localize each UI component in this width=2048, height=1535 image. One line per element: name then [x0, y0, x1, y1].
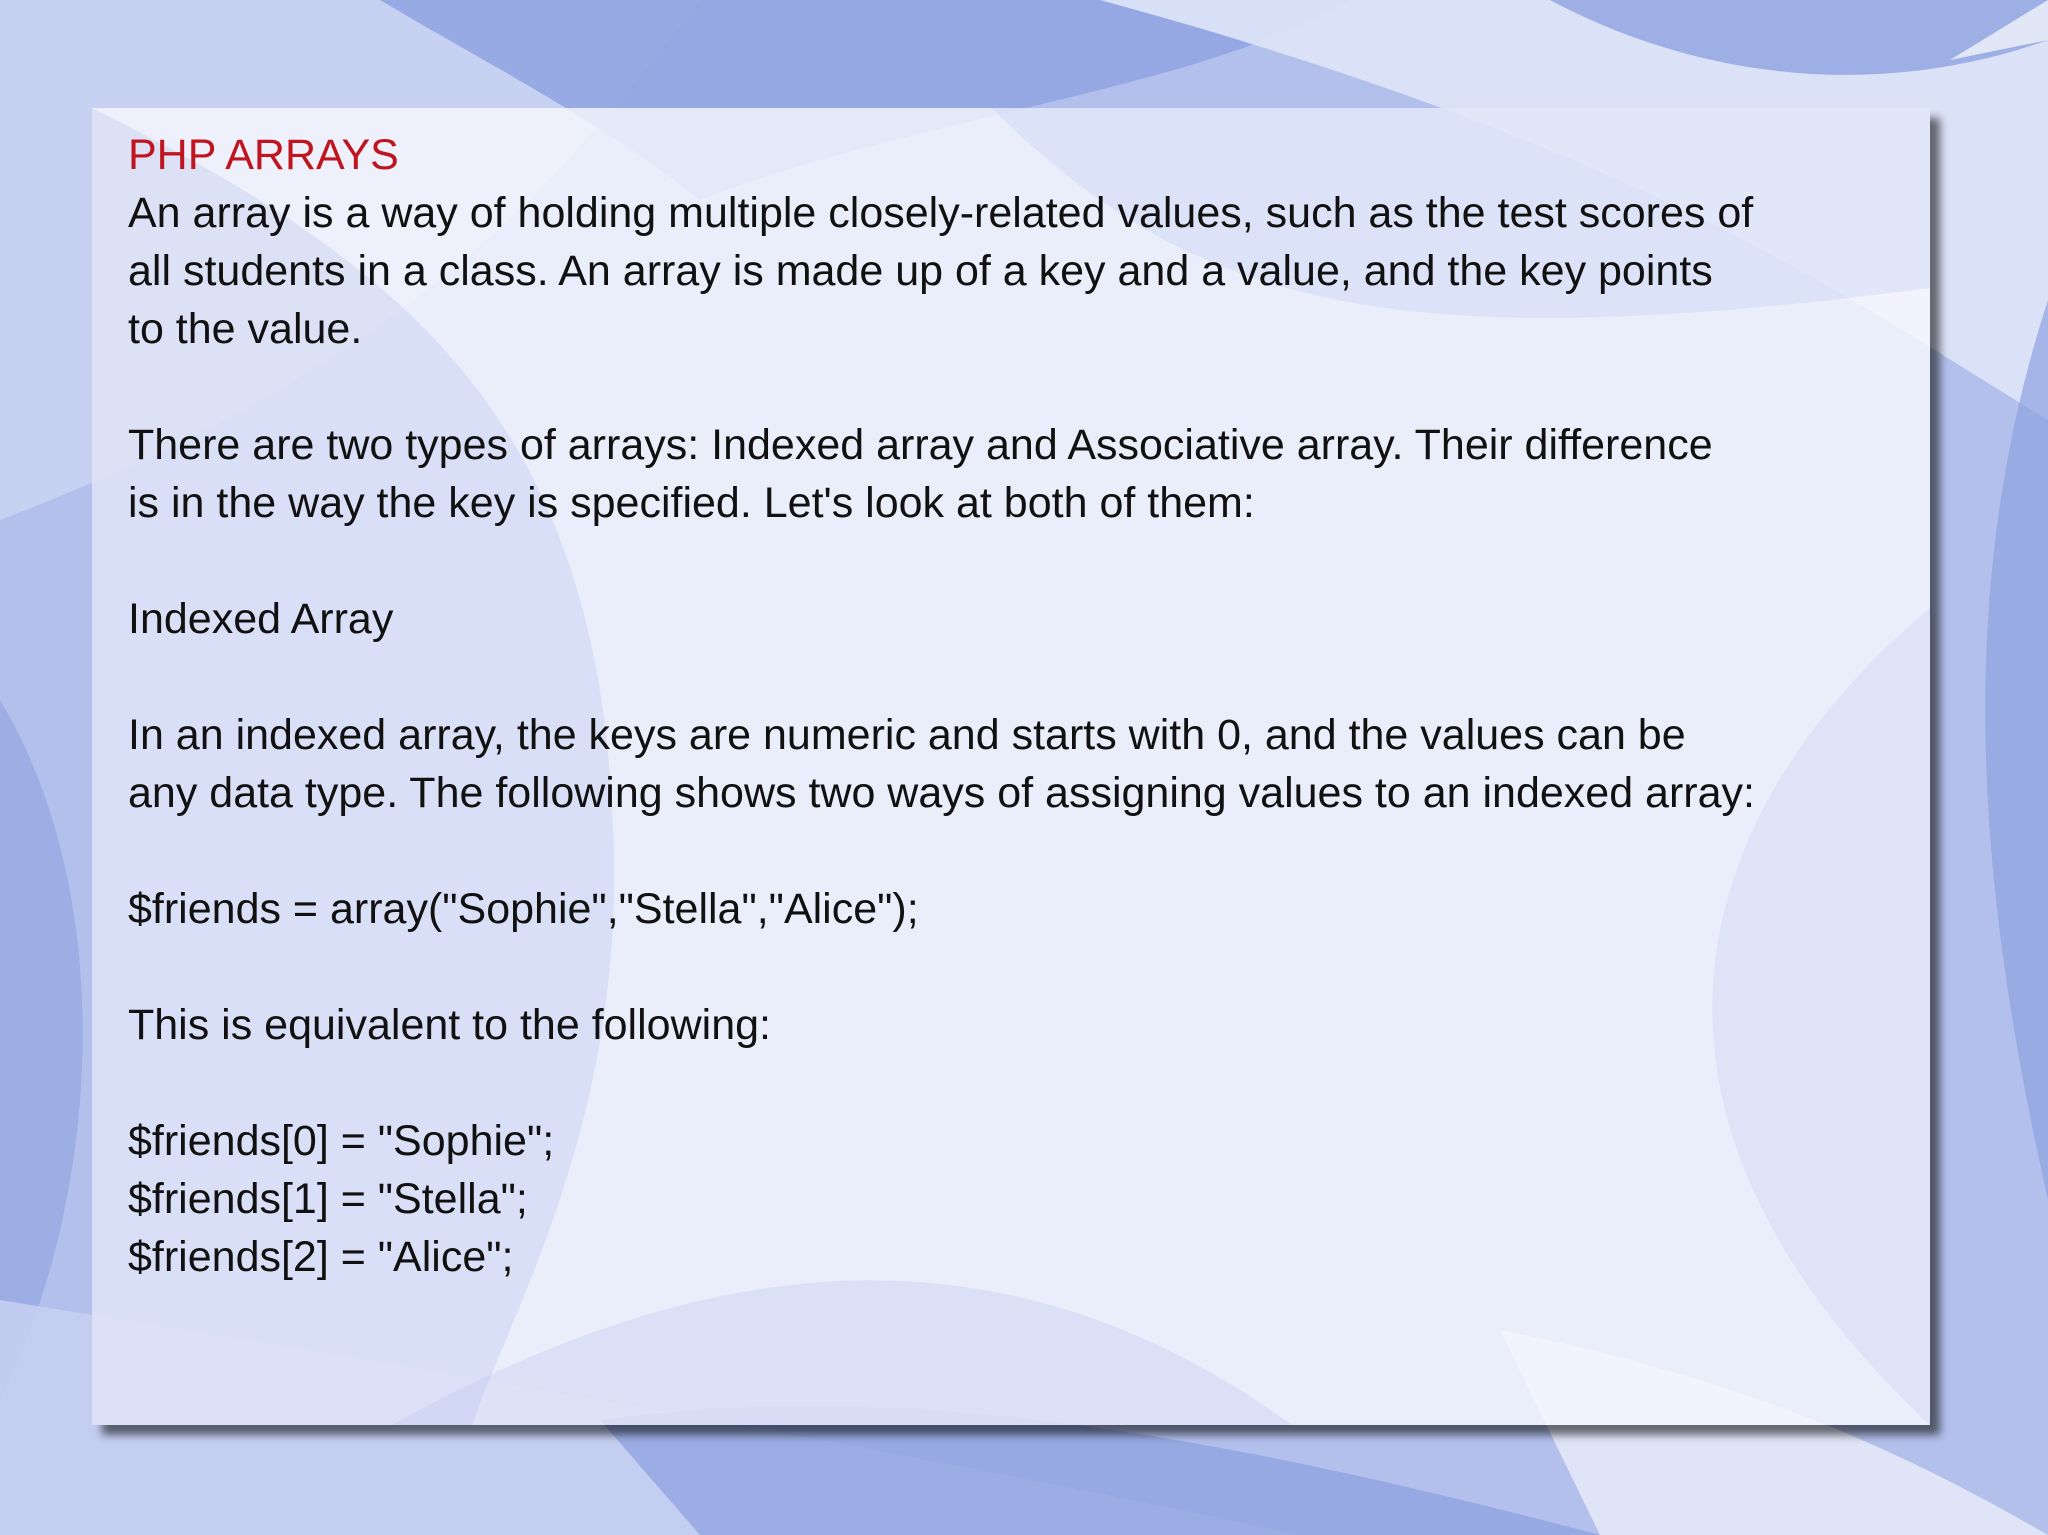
blank-line — [128, 822, 1918, 880]
text-line: is in the way the key is specified. Let's look at both of them: — [128, 479, 1255, 527]
blank-line — [128, 358, 1918, 416]
content-panel — [92, 108, 1930, 1425]
text-line: There are two types of arrays: Indexed array and Associative array. Their difference — [128, 421, 1713, 469]
text-line: all students in a class. An array is made up of a key and a value, and the key points — [128, 247, 1713, 295]
blank-line — [128, 532, 1918, 590]
text-line: This is equivalent to the following: — [128, 1001, 771, 1049]
text-line: In an indexed array, the keys are numeric and starts with 0, and the values can be — [128, 711, 1686, 759]
code-line: $friends = array("Sophie","Stella","Alice"); — [128, 885, 919, 933]
text-line: An array is a way of holding multiple closely-related values, such as the test scores of — [128, 189, 1754, 237]
code-line: $friends[2] = "Alice"; — [128, 1233, 514, 1281]
slide-body — [128, 126, 1918, 1286]
code-line: $friends[1] = "Stella"; — [128, 1175, 528, 1223]
code-line: $friends[0] = "Sophie"; — [128, 1117, 555, 1165]
text-line: any data type. The following shows two ways of assigning values to an indexed array: — [128, 769, 1755, 817]
section-heading: Indexed Array — [128, 595, 394, 643]
blank-line — [128, 1054, 1918, 1112]
text-line: to the value. — [128, 305, 363, 353]
slide-title: PHP ARRAYS — [128, 131, 399, 179]
blank-line — [128, 938, 1918, 996]
blank-line — [128, 648, 1918, 706]
paragraph-lines — [128, 184, 1918, 1286]
